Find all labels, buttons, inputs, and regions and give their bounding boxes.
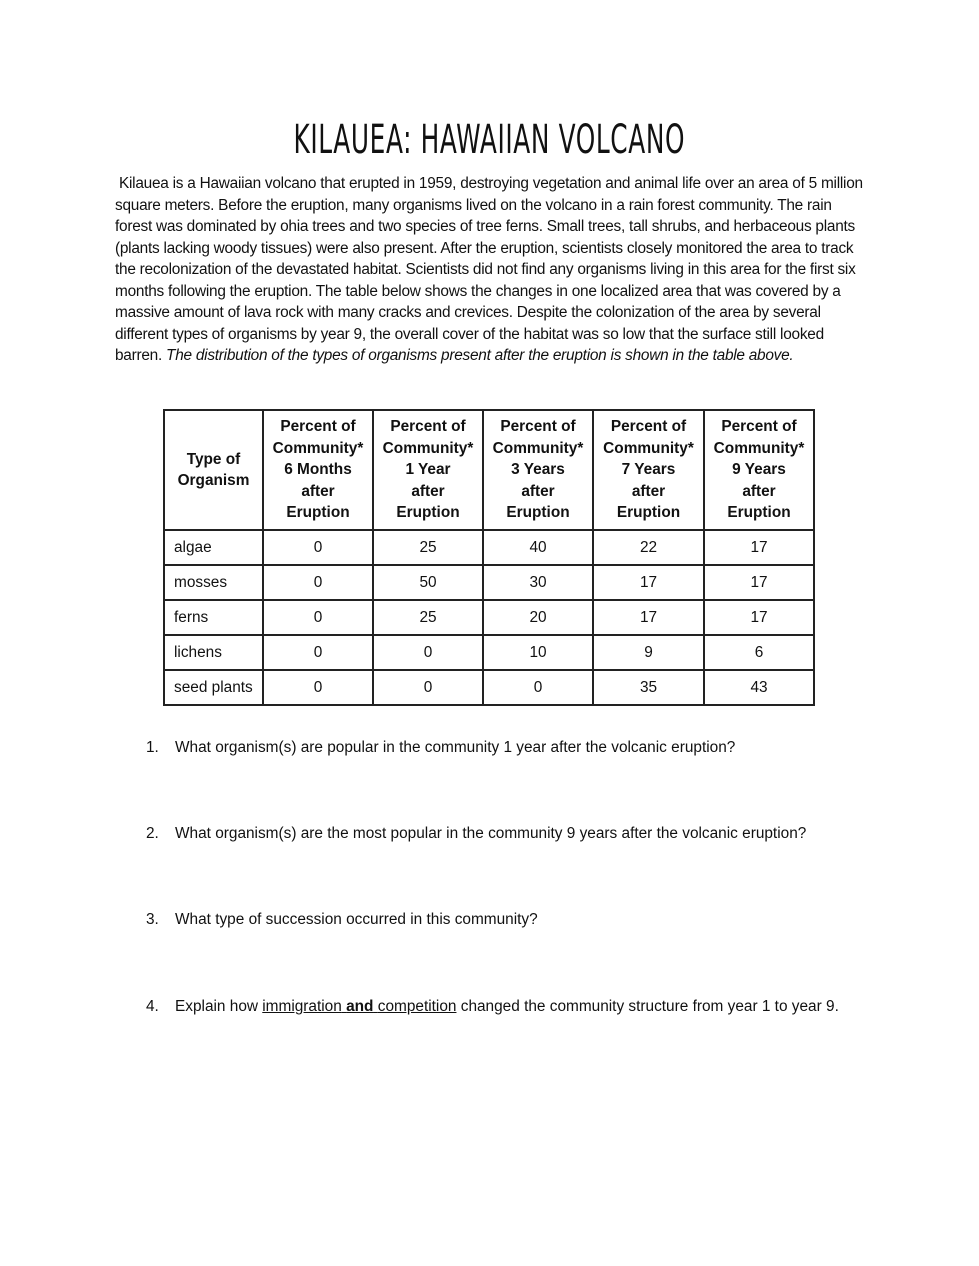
intro-text: Kilauea is a Hawaiian volcano that erupted in 1959, destroying vegetation and animal life over an area of 5 million square meters. Before the eruption, many organisms lived on the volcano in a rain forest community. The rain forest was dominated by ohia trees and two species of tree ferns. Small trees, tall shrubs, and herbaceous plants (plants lacking woody tissues) were also present. After the eruption, scientists closely monitored the area to track the recolonization of the devastated habitat. Scientists did not find any organisms living in this area for the first six months following the eruption. The table below shows the changes in one localized area that was covered by a massive amount of lava rock with many cracks and crevices. Despite the colonization of the area by several different types of organisms by year 9, the overall cover of the habitat was so low that the surface still looked barren. bbox=[115, 175, 863, 364]
header-type-of-organism: Type of Organism bbox=[164, 410, 263, 530]
organism-cell: lichens bbox=[164, 635, 263, 670]
question-3 bbox=[146, 909, 846, 931]
intro-paragraph bbox=[115, 173, 863, 367]
value-cell: 0 bbox=[263, 530, 373, 565]
table-row bbox=[164, 600, 814, 635]
header-7-years: Percent of Community* 7 Years after Eruption bbox=[593, 410, 704, 530]
question-1 bbox=[146, 737, 846, 759]
value-cell: 0 bbox=[263, 670, 373, 705]
header-3-years: Percent of Community* 3 Years after Eruption bbox=[483, 410, 593, 530]
value-cell: 17 bbox=[704, 565, 814, 600]
page-title: KILAUEA: HAWAIIAN VOLCANO bbox=[293, 117, 686, 163]
value-cell: 25 bbox=[373, 600, 483, 635]
value-cell: 17 bbox=[704, 600, 814, 635]
organism-percent-table bbox=[163, 409, 815, 706]
value-cell: 40 bbox=[483, 530, 593, 565]
table-header-row bbox=[164, 410, 814, 530]
underlined-term-immigration: immigration and competition bbox=[262, 998, 457, 1015]
question-4 bbox=[146, 996, 846, 1018]
value-cell: 0 bbox=[373, 635, 483, 670]
organism-cell: ferns bbox=[164, 600, 263, 635]
value-cell: 25 bbox=[373, 530, 483, 565]
organism-cell: mosses bbox=[164, 565, 263, 600]
value-cell: 9 bbox=[593, 635, 704, 670]
question-2 bbox=[146, 823, 846, 845]
organism-cell: seed plants bbox=[164, 670, 263, 705]
value-cell: 20 bbox=[483, 600, 593, 635]
question-text: What organism(s) are the most popular in the community 9 years after the volcanic eruption? bbox=[175, 825, 807, 842]
header-6-months: Percent of Community* 6 Months after Eruption bbox=[263, 410, 373, 530]
header-9-years: Percent of Community* 9 Years after Eruption bbox=[704, 410, 814, 530]
value-cell: 22 bbox=[593, 530, 704, 565]
question-text: What type of succession occurred in this community? bbox=[175, 911, 538, 928]
value-cell: 6 bbox=[704, 635, 814, 670]
table-row bbox=[164, 635, 814, 670]
question-text: What organism(s) are popular in the community 1 year after the volcanic eruption? bbox=[175, 739, 736, 756]
value-cell: 0 bbox=[263, 565, 373, 600]
value-cell: 0 bbox=[373, 670, 483, 705]
value-cell: 0 bbox=[263, 635, 373, 670]
underlined-term-competition: competition bbox=[377, 998, 457, 1015]
value-cell: 0 bbox=[263, 600, 373, 635]
question-number: 3. bbox=[146, 911, 159, 928]
bold-and: and bbox=[346, 998, 374, 1015]
header-1-year: Percent of Community* 1 Year after Eruption bbox=[373, 410, 483, 530]
value-cell: 50 bbox=[373, 565, 483, 600]
value-cell: 0 bbox=[483, 670, 593, 705]
table-row bbox=[164, 530, 814, 565]
value-cell: 43 bbox=[704, 670, 814, 705]
table-row bbox=[164, 670, 814, 705]
question-number: 4. bbox=[146, 998, 159, 1015]
question-text: Explain how immigration and competition changed the community structure from year 1 to year 9. bbox=[175, 998, 839, 1015]
value-cell: 10 bbox=[483, 635, 593, 670]
value-cell: 35 bbox=[593, 670, 704, 705]
value-cell: 17 bbox=[593, 565, 704, 600]
question-number: 2. bbox=[146, 825, 159, 842]
table-row bbox=[164, 565, 814, 600]
value-cell: 30 bbox=[483, 565, 593, 600]
organism-cell: algae bbox=[164, 530, 263, 565]
value-cell: 17 bbox=[593, 600, 704, 635]
intro-italic-note: The distribution of the types of organisms present after the eruption is shown in the table above. bbox=[166, 347, 794, 364]
value-cell: 17 bbox=[704, 530, 814, 565]
question-number: 1. bbox=[146, 739, 159, 756]
